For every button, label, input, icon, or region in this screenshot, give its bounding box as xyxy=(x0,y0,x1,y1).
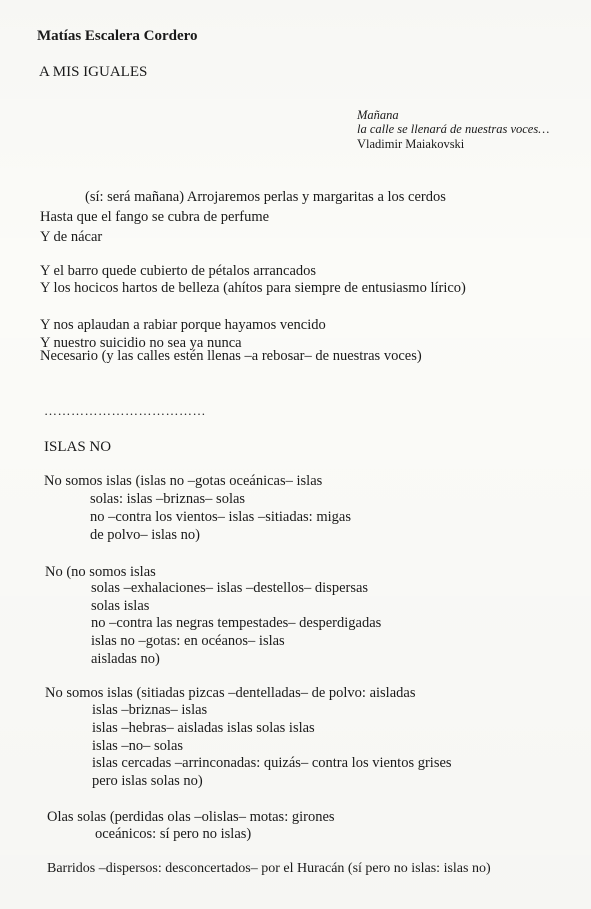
poem2-s3-line1: No somos islas (sitiadas pizcas –dentelladas– de polvo: aisladas xyxy=(45,685,416,701)
poem2-s2-line4: no –contra las negras tempestades– desperdigadas xyxy=(91,615,382,631)
poem2-s1-line1: No somos islas (islas no –gotas oceánicas– islas xyxy=(44,473,323,489)
poem2-s5-line1: Barridos –dispersos: desconcertados– por el Huracán (sí pero no islas: islas no) xyxy=(47,861,491,876)
poem1-s3-line2: Y nuestro suicidio no sea ya nunca xyxy=(40,335,242,351)
poem2-title: ISLAS NO xyxy=(44,439,112,455)
poem2-s3-line4: islas –no– solas xyxy=(92,738,184,754)
poem1-s1-line2: Hasta que el fango se cubra de perfume xyxy=(40,209,270,225)
poem2-s3-line5: islas cercadas –arrinconadas: quizás– contra los vientos grises xyxy=(92,755,452,771)
poem2-s2-line2: solas –exhalaciones– islas –destellos– dispersas xyxy=(91,580,369,596)
epigraph-line-1: Mañana xyxy=(357,108,399,122)
poem1-s3-line1: Y nos aplaudan a rabiar porque hayamos vencido xyxy=(40,317,326,333)
poem2-s2-line1: No (no somos islas xyxy=(45,564,156,580)
epigraph-attribution: Vladimir Maiakovski xyxy=(357,137,465,151)
poem1-s2-line1: Y el barro quede cubierto de pétalos arrancados xyxy=(40,263,317,279)
poem2-s3-line2: islas –briznas– islas xyxy=(92,702,208,718)
poem2-s1-line4: de polvo– islas no) xyxy=(90,527,200,543)
poem1-s2-line2: Y los hocicos hartos de belleza (ahítos para siempre de entusiasmo lírico) xyxy=(40,280,466,296)
poem2-s2-line3: solas islas xyxy=(91,598,150,614)
poem2-s4-line2: oceánicos: sí pero no islas) xyxy=(95,826,252,842)
poem1-title: A MIS IGUALES xyxy=(39,64,148,80)
poem1-s1-line3: Y de nácar xyxy=(40,229,103,245)
poem2-s4-line1: Olas solas (perdidas olas –olislas– motas: girones xyxy=(47,809,335,825)
poem1-s3-line3: Necesario (y las calles estén llenas –a rebosar– de nuestras voces) xyxy=(40,348,422,364)
section-separator: ……………………………… xyxy=(44,403,206,418)
poem2-s2-line5: islas no –gotas: en océanos– islas xyxy=(91,633,285,649)
poem2-s2-line6: aisladas no) xyxy=(91,651,160,667)
author-name: Matías Escalera Cordero xyxy=(37,28,198,44)
epigraph-line-2: la calle se llenará de nuestras voces… xyxy=(357,122,550,136)
poem1-s1-line1: (sí: será mañana) Arrojaremos perlas y margaritas a los cerdos xyxy=(85,189,446,205)
poem2-s1-line3: no –contra los vientos– islas –sitiadas: migas xyxy=(90,509,351,525)
poem2-s3-line6: pero islas solas no) xyxy=(92,773,203,789)
poem2-s1-line2: solas: islas –briznas– solas xyxy=(90,491,246,507)
poem2-s3-line3: islas –hebras– aisladas islas solas islas xyxy=(92,720,315,736)
